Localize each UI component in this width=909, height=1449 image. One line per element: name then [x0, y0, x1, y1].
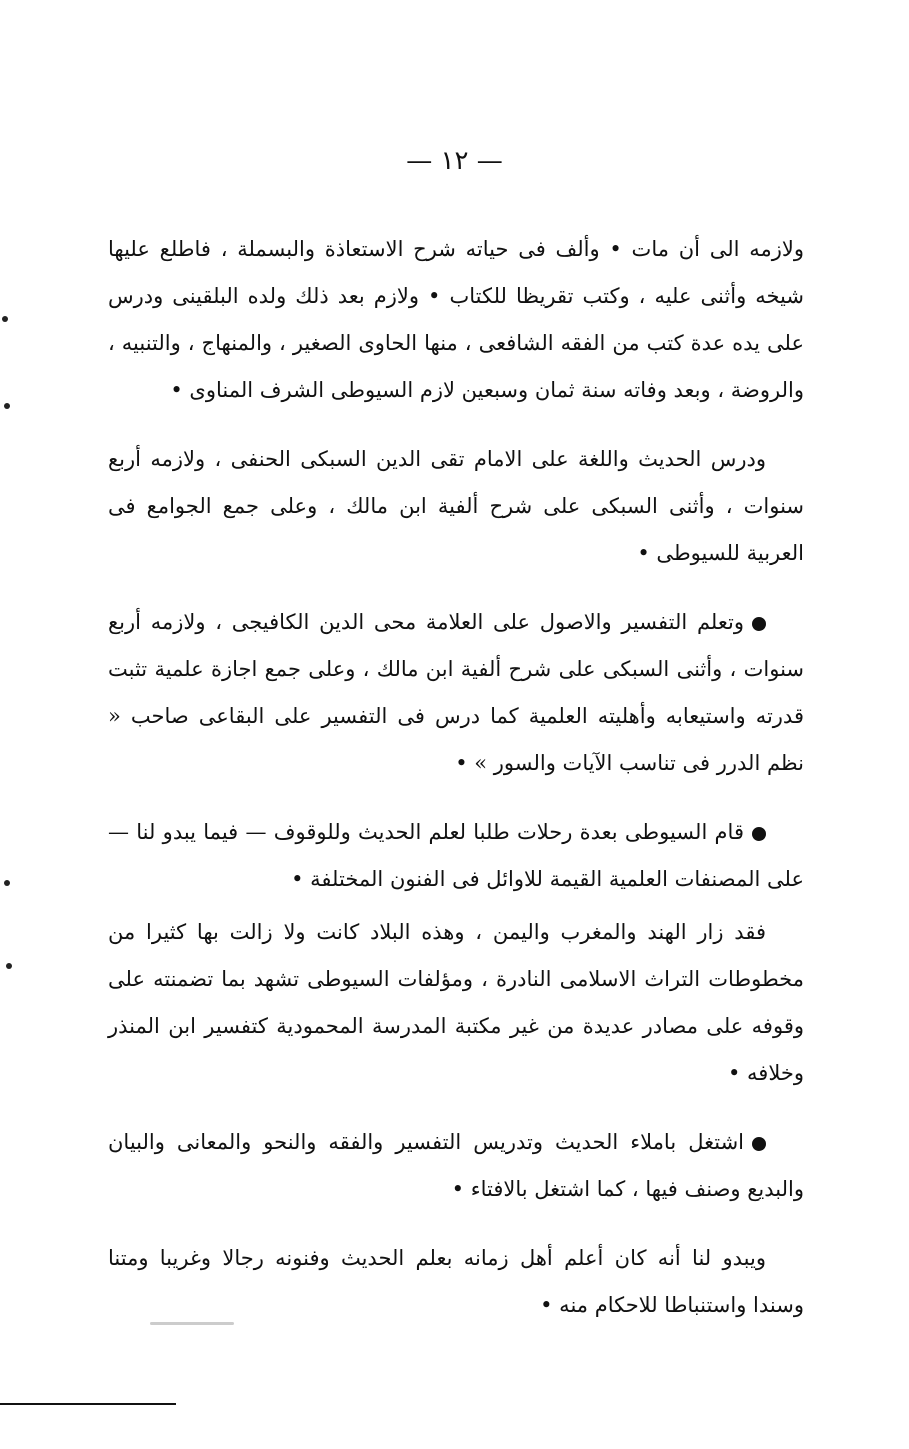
footnote-rule [0, 1403, 176, 1405]
bullet-icon [752, 827, 766, 841]
margin-dot [2, 316, 8, 322]
bullet-icon [752, 617, 766, 631]
paragraph-6-text: اشتغل باملاء الحديث وتدريس التفسير والفقه والنحو والمعانى والبيان والبديع وصنف فيها ، كما اشتغل بالافتاء • [108, 1130, 804, 1201]
margin-dot [6, 963, 12, 969]
page-number: — ١٢ — [406, 146, 503, 176]
paragraph-6 [108, 1119, 804, 1213]
ink-smudge [150, 1322, 234, 1325]
margin-dot [4, 880, 10, 886]
paragraph-1: ولازمه الى أن مات • وألف فى حياته شرح الاستعاذة والبسملة ، فاطلع عليها شيخه وأثنى عليه ، وكتب تقريظا للكتاب • ولازم بعد ذلك ولده البلقينى ودرس على يده عدة كتب من الفقه الشافعى ، منها الحاوى الصغير ، والمنهاج ، والتنبيه ، والروضة ، وبعد وفاته سنة ثمان وسبعين لازم السيوطى الشرف المناوى • [108, 237, 804, 402]
paragraph-3-text: وتعلم التفسير والاصول على العلامة محى الدين الكافيجى ، ولازمه أربع سنوات ، وأثنى السبكى على شرح ألفية ابن مالك ، وعلى جمع اجازة علمية تثبت قدرته واستيعابه وأهليته العلمية كما درس فى التفسير على البقاعى صاحب « نظم الدرر فى تناسب الآيات والسور » • [108, 610, 804, 775]
bullet-icon [752, 1137, 766, 1151]
paragraph-3 [108, 599, 804, 787]
paragraph-5: فقد زار الهند والمغرب واليمن ، وهذه البلاد كانت ولا زالت بها كثيرا من مخطوطات التراث الاسلامى النادرة ، ومؤلفات السيوطى تشهد بما تضمنته على وقوفه على مصادر عديدة من غير مكتبة المدرسة المحمودية كتفسير ابن المنذر وخلافه • [108, 920, 804, 1085]
margin-dot [4, 403, 10, 409]
page-body [108, 226, 804, 1329]
paragraph-7: ويبدو لنا أنه كان أعلم أهل زمانه بعلم الحديث وفنونه رجالا وغريبا ومتنا وسندا واستنباطا للاحكام منه • [108, 1246, 804, 1317]
paragraph-2: ودرس الحديث واللغة على الامام تقى الدين السبكى الحنفى ، ولازمه أربع سنوات ، وأثنى السبكى على شرح ألفية ابن مالك ، وعلى جمع الجوامع فى العربية للسيوطى • [108, 447, 804, 565]
paragraph-4 [108, 809, 804, 903]
paragraph-4-text: قام السيوطى بعدة رحلات طلبا لعلم الحديث وللوقوف — فيما يبدو لنا — على المصنفات العلمية القيمة للاوائل فى الفنون المختلفة • [108, 820, 804, 891]
